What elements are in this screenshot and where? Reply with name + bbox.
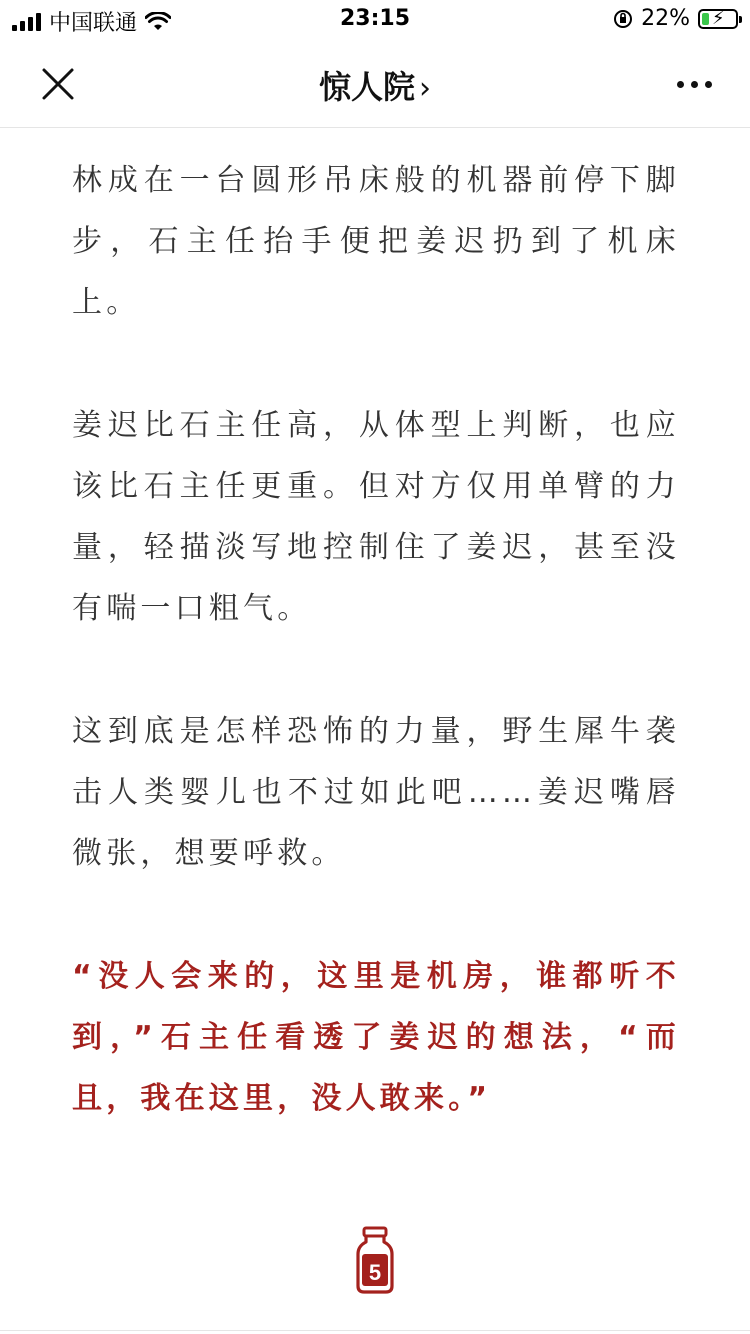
battery-percent: 22% [641,6,690,31]
charging-bolt-icon: ⚡ [712,7,725,29]
bottle-badge-icon [355,1226,395,1294]
status-time: 23:15 [339,6,411,31]
page-title-link[interactable] [0,62,750,108]
chevron-right-icon: › [419,71,431,106]
paragraph: 这到底是怎样恐怖的力量，野生犀牛袭击人类婴儿也不过如此吧……姜迟嘴唇微张，想要呼救。 [72,714,680,871]
page-title: 惊人院 [318,68,415,106]
paragraph: 林成在一台圆形吊床般的机器前停下脚步，石主任抬手便把姜迟扔到了机床上。 [72,163,680,320]
bottom-divider [0,1330,750,1331]
more-dot [691,81,698,88]
status-right [613,6,738,31]
battery-fill [702,13,709,25]
more-dot [677,81,684,88]
article-body [72,150,680,1191]
highlighted-paragraph: “没人会来的，这里是机房，谁都听不到，”石主任看透了姜迟的想法，“而且，我在这里，没人敢来。” [72,959,680,1116]
status-bar [0,0,750,40]
battery-icon [698,9,738,29]
paragraph: 姜迟比石主任高，从体型上判断，也应该比石主任更重。但对方仅用单臂的力量，轻描淡写地控制住了姜迟，甚至没有喘一口粗气。 [72,408,680,626]
more-dot [705,81,712,88]
battery-nub [739,16,742,23]
more-button[interactable] [672,70,716,98]
badge-number: 5 [368,1260,382,1285]
orientation-lock-icon [613,9,633,29]
carrier-name: 中国联通 [49,11,138,36]
nav-bar [0,40,750,128]
